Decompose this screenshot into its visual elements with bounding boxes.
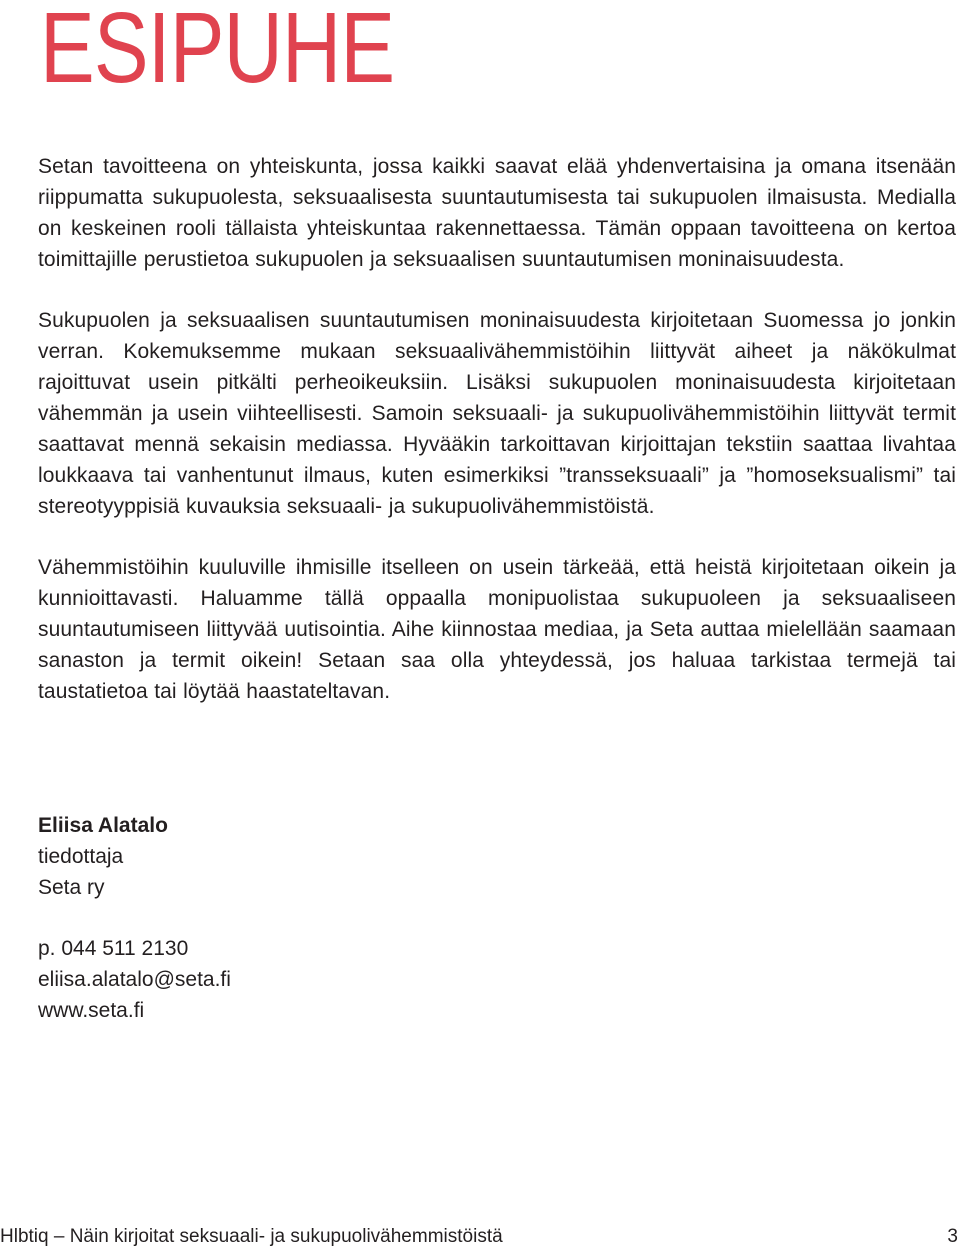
signature-organization: Seta ry: [38, 876, 105, 899]
footer-publication-title: Hlbtiq – Näin kirjoitat seksuaali- ja sukupuolivähemmistöistä: [0, 1226, 503, 1247]
page-footer: [0, 1222, 960, 1252]
paragraph-contact-invitation: Vähemmistöihin kuuluville ihmisille itselleen on usein tärkeää, että heistä kirjoitetaan oikein ja kunnioittavasti. Haluamme tällä oppaalla monipuolistaa sukupuoleen ja seksuaaliseen suuntautumiseen liittyvää uutisointia. Aihe kiinnostaa mediaa, ja Seta auttaa mielellään saamaan sanaston ja termit oikein! Setaan saa olla yhteydessä, jos haluaa tarkistaa termejä tai taustatietoa tai löytää haastateltavan.: [38, 556, 956, 703]
page-title: ESIPUHE: [40, 0, 395, 104]
contact-email[interactable]: eliisa.alatalo@seta.fi: [38, 968, 231, 991]
signature-role: tiedottaja: [38, 845, 124, 868]
paragraph-intro: Setan tavoitteena on yhteiskunta, jossa kaikki saavat elää yhdenvertaisina ja omana itsenään riippumatta sukupuolesta, seksuaalisesta suuntautumisesta tai sukupuolen ilmaisusta. Medialla on keskeinen rooli tällaista yhteiskuntaa rakennettaessa. Tämän oppaan tavoitteena on kertoa toimittajille perustietoa sukupuolen ja seksuaalisen suuntautumisen moninaisuudesta.: [38, 155, 956, 271]
body-text: [38, 151, 956, 737]
contact-block: [38, 933, 231, 1026]
contact-phone: p. 044 511 2130: [38, 937, 189, 960]
contact-website[interactable]: www.seta.fi: [38, 999, 145, 1022]
page-number: 3: [947, 1226, 958, 1247]
signature-block: [38, 810, 168, 903]
signature-name: Eliisa Alatalo: [38, 814, 168, 837]
paragraph-media-coverage: Sukupuolen ja seksuaalisen suuntautumisen moninaisuudesta kirjoitetaan Suomessa jo jonkin verran. Kokemuksemme mukaan seksuaalivähemmistöihin liittyvät aiheet ja näkökulmat rajoittuvat usein pitkälti perheoikeuksiin. Lisäksi sukupuolen moninaisuudesta kirjoitetaan vähemmän ja usein viihteellisesti. Samoin seksuaali- ja sukupuolivähemmistöihin liittyvät termit saattavat mennä sekaisin mediassa. Hyvääkin tarkoittavan kirjoittajan tekstiin saattaa livahtaa loukkaava tai vanhentunut ilmaus, kuten esimerkiksi ”transseksuaali” ja ”homoseksualismi” tai stereotyyppisiä kuvauksia seksuaali- ja sukupuolivähemmistöistä.: [38, 309, 956, 518]
